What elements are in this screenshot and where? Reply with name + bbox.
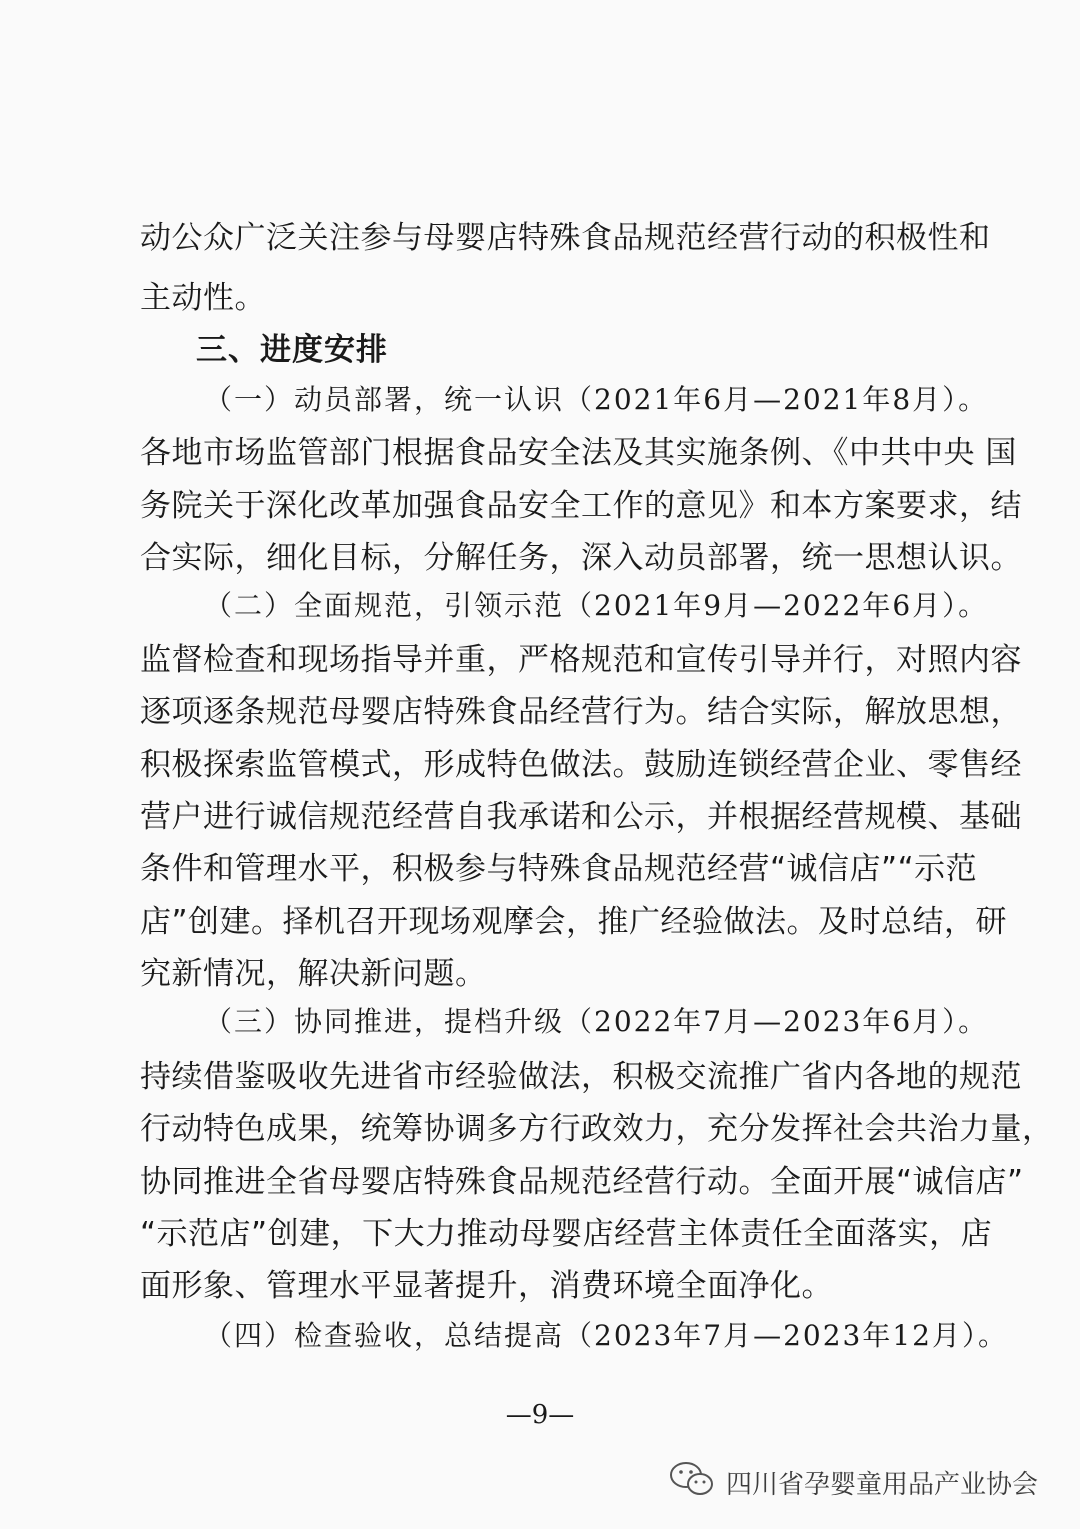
paragraph-line: 持续借鉴吸收先进省市经验做法，积极交流推广省内各地的规范	[140, 1059, 1022, 1095]
paragraph-line: 主动性。	[140, 280, 266, 316]
paragraph-line: 各地市场监管部门根据食品安全法及其实施条例、《中共中央 国	[140, 435, 1017, 471]
stage-4-title: （四）检查验收，总结提高（2023年7月—2023年12月）。	[204, 1319, 1008, 1352]
paragraph-line: 积极探索监管模式，形成特色做法。鼓励连锁经营企业、零售经	[140, 747, 1022, 783]
paragraph-line: “示范店”创建，下大力推动母婴店经营主体责任全面落实，店	[140, 1216, 993, 1252]
paragraph-line: 务院关于深化改革加强食品安全工作的意见》和本方案要求，结	[140, 488, 1022, 524]
stage-2-title: （二）全面规范，引领示范（2021年9月—2022年6月）。	[204, 589, 989, 622]
paragraph-line: 逐项逐条规范母婴店特殊食品经营行为。结合实际，解放思想，	[140, 694, 1022, 730]
paragraph-line: 动公众广泛关注参与母婴店特殊食品规范经营行动的积极性和	[140, 220, 991, 256]
page-number: —9—	[505, 1400, 575, 1430]
paragraph-line: 行动特色成果，统筹协调多方行政效力，充分发挥社会共治力量，	[140, 1111, 1054, 1147]
paragraph-line: 店”创建。择机召开现场观摩会，推广经验做法。及时总结，研	[140, 904, 1008, 940]
paragraph-line: 合实际，细化目标，分解任务，深入动员部署，统一思想认识。	[140, 540, 1022, 576]
paragraph-line: 面形象、管理水平显著提升，消费环境全面净化。	[140, 1268, 833, 1304]
watermark	[668, 1460, 1038, 1505]
wechat-icon	[668, 1460, 716, 1505]
paragraph-line: 营户进行诚信规范经营自我承诺和公示，并根据经营规模、基础	[140, 799, 1022, 835]
paragraph-line: 究新情况，解决新问题。	[140, 956, 487, 992]
stage-1-title: （一）动员部署，统一认识（2021年6月—2021年8月）。	[204, 383, 989, 416]
paragraph-line: 协同推进全省母婴店特殊食品规范经营行动。全面开展“诚信店”	[140, 1164, 1024, 1200]
paragraph-line: 监督检查和现场指导并重，严格规范和宣传引导并行，对照内容	[140, 642, 1022, 678]
stage-3-title: （三）协同推进，提档升级（2022年7月—2023年6月）。	[204, 1005, 989, 1038]
section-heading: 三、进度安排	[196, 332, 388, 368]
paragraph-line: 条件和管理水平，积极参与特殊食品规范经营“诚信店”“示范	[140, 851, 978, 887]
watermark-label: 四川省孕婴童用品产业协会	[726, 1470, 1039, 1500]
